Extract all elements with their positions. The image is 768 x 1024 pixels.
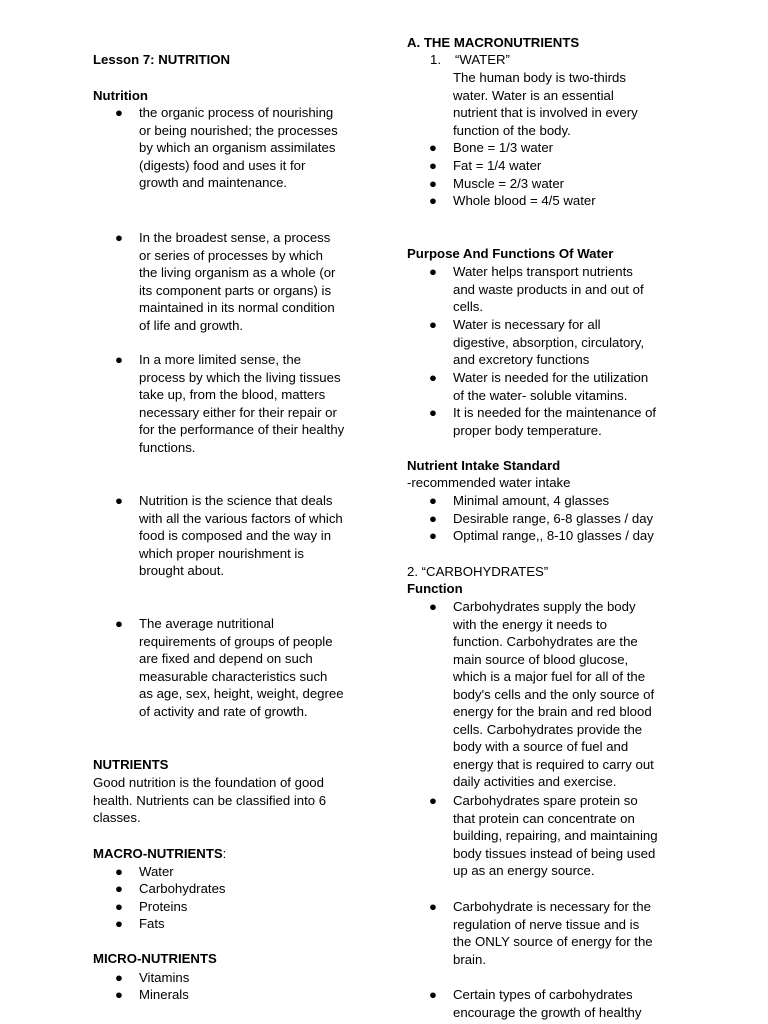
list-item-line: process by which the living tissues bbox=[139, 369, 341, 385]
paragraph-line: classes. bbox=[93, 810, 141, 825]
list-item-text: Desirable range, 6-8 glasses / day bbox=[453, 511, 654, 526]
list-item-line: In a more limited sense, the bbox=[139, 352, 301, 367]
paragraph-line: Good nutrition is the foundation of good bbox=[93, 775, 324, 790]
list-item-line: body's cells and the only source of bbox=[453, 686, 655, 702]
list-item-line: energy for the brain and red blood bbox=[453, 704, 652, 719]
list-item-line: The average nutritional bbox=[139, 616, 274, 631]
list-item-line: up as an energy source. bbox=[453, 863, 595, 878]
list-item-text bbox=[453, 369, 648, 404]
list-item-line: Water is necessary for all bbox=[453, 317, 601, 332]
list-item-line: necessary either for their repair or bbox=[139, 404, 337, 420]
list-item-line: building, repairing, and maintaining bbox=[453, 828, 658, 843]
nutrition-heading: Nutrition bbox=[93, 88, 148, 103]
bullet-icon: ● bbox=[429, 264, 437, 279]
list-item-line: measurable characteristics such bbox=[139, 668, 328, 684]
bullet-icon: ● bbox=[115, 105, 123, 120]
bullet-icon: ● bbox=[429, 370, 437, 385]
carbohydrates-title: 2. “CARBOHYDRATES” bbox=[407, 564, 549, 579]
list-item-text: Bone = 1/3 water bbox=[453, 140, 554, 155]
list-item-line: which is a major fuel for all of the bbox=[453, 669, 646, 684]
list-item-line: body with a source of fuel and bbox=[453, 739, 629, 754]
list-item-text bbox=[453, 792, 658, 880]
bullet-icon: ● bbox=[429, 140, 437, 155]
list-item-line: are fixed and depend on such bbox=[139, 651, 313, 666]
bullet-icon: ● bbox=[115, 987, 123, 1002]
bullet-icon: ● bbox=[115, 881, 123, 896]
list-item-text: Fats bbox=[139, 916, 165, 931]
list-item-line: Water helps transport nutrients bbox=[453, 264, 633, 279]
list-item-line: (digests) food and uses it for bbox=[139, 157, 306, 173]
paragraph-line: function of the body. bbox=[453, 122, 571, 138]
bullet-icon: ● bbox=[429, 793, 437, 808]
list-item-line: digestive, absorption, circulatory, bbox=[453, 334, 645, 350]
bullet-icon: ● bbox=[429, 528, 437, 543]
bullet-icon: ● bbox=[429, 493, 437, 508]
list-item-text bbox=[453, 598, 654, 791]
list-item-line: of activity and rate of growth. bbox=[139, 703, 308, 719]
list-item-text bbox=[139, 492, 343, 580]
intake-heading: Nutrient Intake Standard bbox=[407, 458, 561, 473]
bullet-icon: ● bbox=[429, 987, 437, 1002]
bullet-icon: ● bbox=[115, 616, 123, 631]
list-item-text bbox=[139, 229, 335, 334]
list-item-text bbox=[453, 263, 644, 316]
list-item-line: cells. Carbohydrates provide the bbox=[453, 721, 643, 737]
list-item-text: Fat = 1/4 water bbox=[453, 158, 542, 173]
bullet-icon: ● bbox=[429, 158, 437, 173]
macro-nutrients-heading: MACRO-NUTRIENTS: bbox=[93, 846, 227, 861]
list-item-line: proper body temperature. bbox=[453, 422, 602, 438]
paragraph-line: nutrient that is involved in every bbox=[453, 105, 638, 120]
list-item-line: brought about. bbox=[139, 563, 225, 578]
list-item-text bbox=[139, 615, 344, 720]
list-item-line: of life and growth. bbox=[139, 317, 244, 333]
list-item-text: Minimal amount, 4 glasses bbox=[453, 493, 610, 508]
list-item-line: take up, from the blood, matters bbox=[139, 387, 326, 402]
list-item-line: Carbohydrate is necessary for the bbox=[453, 899, 651, 914]
list-item-line: of the water- soluble vitamins. bbox=[453, 387, 628, 403]
list-item-line: with the energy it needs to bbox=[453, 616, 607, 632]
list-item-line: and waste products in and out of bbox=[453, 281, 644, 297]
list-item-line: that protein can concentrate on bbox=[453, 810, 635, 826]
list-item-line: which proper nourishment is bbox=[139, 545, 304, 561]
list-item-line: daily activities and exercise. bbox=[453, 774, 617, 789]
bullet-icon: ● bbox=[115, 899, 123, 914]
list-item-line: maintained in its normal condition bbox=[139, 300, 335, 315]
list-item-line: its component parts or organs) is bbox=[139, 282, 332, 298]
list-item-text bbox=[139, 104, 338, 192]
list-item-text: Water bbox=[139, 864, 174, 879]
list-item-line: requirements of groups of people bbox=[139, 633, 333, 649]
section-a-heading: A. THE MACRONUTRIENTS bbox=[407, 35, 580, 50]
lesson-title: Lesson 7: NUTRITION bbox=[93, 52, 231, 67]
list-item-text: Carbohydrates bbox=[139, 881, 226, 896]
paragraph-line: health. Nutrients can be classified into 6 bbox=[93, 792, 327, 808]
water-number: 1. bbox=[430, 52, 441, 67]
list-item-line: for the performance of their healthy bbox=[139, 422, 345, 437]
bullet-icon: ● bbox=[429, 193, 437, 208]
purpose-heading: Purpose And Functions Of Water bbox=[407, 246, 614, 261]
list-item-line: main source of blood glucose, bbox=[453, 651, 629, 667]
list-item-text bbox=[453, 404, 656, 439]
list-item-line: the ONLY source of energy for the bbox=[453, 934, 653, 949]
list-item-line: or being nourished; the processes bbox=[139, 122, 338, 138]
micro-nutrients-heading: MICRO-NUTRIENTS bbox=[93, 951, 217, 966]
nutrients-paragraph bbox=[93, 774, 326, 827]
bullet-icon: ● bbox=[429, 511, 437, 526]
list-item-line: cells. bbox=[453, 299, 484, 314]
list-item-line: as age, sex, height, weight, degree bbox=[139, 686, 344, 701]
nutrients-heading: NUTRIENTS bbox=[93, 757, 169, 772]
list-item-line: and excretory functions bbox=[453, 352, 590, 367]
list-item-line: functions. bbox=[139, 439, 196, 455]
list-item-line: brain. bbox=[453, 951, 486, 967]
list-item-line: Certain types of carbohydrates bbox=[453, 987, 633, 1002]
list-item-line: energy that is required to carry out bbox=[453, 756, 654, 772]
list-item-text: Muscle = 2/3 water bbox=[453, 176, 565, 191]
list-item-text bbox=[139, 351, 344, 456]
bullet-icon: ● bbox=[115, 864, 123, 879]
list-item-line: the living organism as a whole (or bbox=[139, 265, 336, 280]
bullet-icon: ● bbox=[115, 916, 123, 931]
list-item-text: Minerals bbox=[139, 987, 189, 1002]
list-item-line: with all the various factors of which bbox=[139, 510, 343, 526]
bullet-icon: ● bbox=[429, 317, 437, 332]
list-item-line: function. Carbohydrates are the bbox=[453, 634, 638, 649]
bullet-icon: ● bbox=[429, 176, 437, 191]
bullet-icon: ● bbox=[429, 899, 437, 914]
list-item-text: Proteins bbox=[139, 899, 188, 914]
list-item-line: encourage the growth of healthy bbox=[453, 1004, 642, 1020]
bullet-icon: ● bbox=[115, 352, 123, 367]
list-item-line: growth and maintenance. bbox=[139, 175, 288, 190]
paragraph-line: water. Water is an essential bbox=[453, 87, 614, 103]
list-item-text: Whole blood = 4/5 water bbox=[453, 193, 596, 208]
list-item-text bbox=[453, 316, 644, 369]
list-item-line: or series of processes by which bbox=[139, 247, 323, 263]
list-item-line: Nutrition is the science that deals bbox=[139, 493, 333, 508]
bullet-icon: ● bbox=[429, 599, 437, 614]
list-item-line: regulation of nerve tissue and is bbox=[453, 916, 640, 932]
list-item-text bbox=[453, 898, 653, 968]
paragraph-line: The human body is two-thirds bbox=[453, 70, 626, 85]
list-item-line: Water is needed for the utilization bbox=[453, 370, 649, 385]
function-heading: Function bbox=[407, 581, 463, 596]
list-item-line: It is needed for the maintenance of bbox=[453, 405, 657, 420]
water-title: “WATER” bbox=[455, 52, 510, 67]
bullet-icon: ● bbox=[115, 970, 123, 985]
list-item-line: by which an organism assimilates bbox=[139, 140, 336, 155]
list-item-line: In the broadest sense, a process bbox=[139, 230, 331, 245]
list-item-line: Carbohydrates spare protein so bbox=[453, 793, 638, 808]
list-item-text: Vitamins bbox=[139, 970, 190, 985]
bullet-icon: ● bbox=[429, 405, 437, 420]
list-item-text: Optimal range,, 8-10 glasses / day bbox=[453, 528, 654, 543]
list-item-line: the organic process of nourishing bbox=[139, 105, 334, 120]
intake-subtitle: -recommended water intake bbox=[407, 475, 571, 490]
list-item-line: food is composed and the way in bbox=[139, 528, 332, 543]
bullet-icon: ● bbox=[115, 230, 123, 245]
bullet-icon: ● bbox=[115, 493, 123, 508]
list-item-line: body tissues instead of being used bbox=[453, 845, 656, 861]
water-paragraph bbox=[453, 69, 638, 139]
list-item-text bbox=[453, 986, 641, 1021]
list-item-line: Carbohydrates supply the body bbox=[453, 599, 636, 614]
